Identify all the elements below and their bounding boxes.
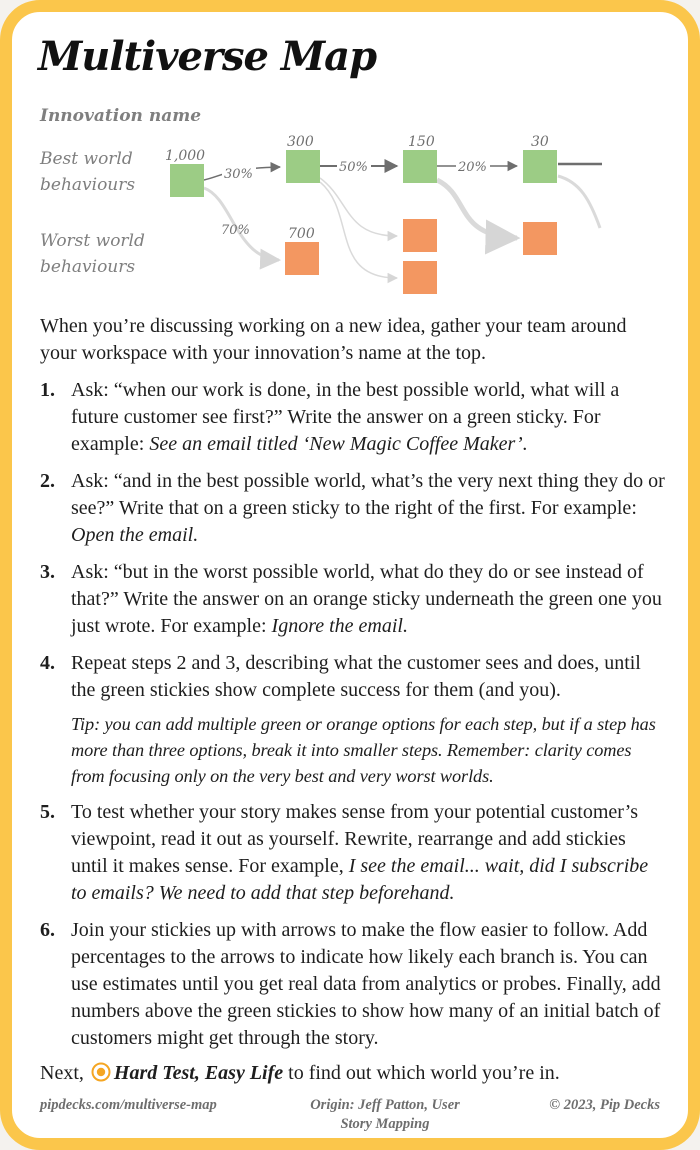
step-text: Join your stickies up with arrows to make the flow easier to follow. Add percentages to the arrows to indicate how likely each branch is. You can use estimates until you get real data from analytics or probes. Finally, add numbers above the green stickies to show how many of an initial batch of customers might get through the story. xyxy=(71,919,661,1049)
steps-list xyxy=(40,377,665,1052)
count-label-30: 30 xyxy=(531,134,549,150)
step-4 xyxy=(40,650,665,789)
count-label-300: 300 xyxy=(287,134,314,150)
innovation-name-label: Innovation name xyxy=(40,106,202,126)
step-text: Ask: “when our work is done, in the best possible world, what will a future customer see first?” Write the answer on a green sticky. For example: xyxy=(71,379,620,455)
worst-world-label-line2: behaviours xyxy=(40,257,136,277)
footer-url[interactable]: pipdecks.com/multiverse-map xyxy=(40,1097,217,1113)
branch-arrow-4 xyxy=(437,180,517,238)
step-example: Open the email. xyxy=(71,524,199,546)
step-text: Repeat steps 2 and 3, describing what the customer sees and does, until the green stickies show complete success for them (and you). xyxy=(71,652,641,701)
count-label-1000: 1,000 xyxy=(165,148,206,164)
intro-paragraph: When you’re discussing working on a new idea, gather your team around your workspace with your innovation’s name at the top. xyxy=(40,315,627,364)
branch-arrow-5 xyxy=(558,176,600,228)
step-6 xyxy=(40,917,665,1052)
step-text: Ask: “and in the best possible world, what’s the very next thing they do or see?” Write that on a green sticky to the right of the first. For example: xyxy=(71,470,665,519)
next-prefix: Next, xyxy=(40,1062,84,1084)
green-sticky-2 xyxy=(286,150,320,183)
step-number: 2. xyxy=(40,470,55,492)
orange-sticky-2 xyxy=(403,219,437,252)
footer-copyright: © 2023, Pip Decks xyxy=(549,1097,660,1113)
step-number: 3. xyxy=(40,561,55,583)
orange-sticky-1 xyxy=(285,242,319,275)
best-world-label-line1: Best world xyxy=(40,149,133,169)
footer-origin: Origin: Jeff Patton, User Story Mapping xyxy=(310,1097,460,1132)
percent-label-20: 20% xyxy=(458,160,487,175)
green-sticky-1 xyxy=(170,164,204,197)
step-example: Ignore the email. xyxy=(271,615,408,637)
worst-world-label-line1: Worst world xyxy=(40,231,145,251)
step-2 xyxy=(40,468,665,549)
step-example: I see the email... wait, did I subscribe to emails? We need to add that step beforehand. xyxy=(71,855,649,904)
green-sticky-3 xyxy=(403,150,437,183)
percent-label-70: 70% xyxy=(221,223,250,238)
percent-label-30: 30% xyxy=(224,167,253,182)
count-label-700: 700 xyxy=(288,226,315,242)
card-link-icon[interactable] xyxy=(91,1062,111,1082)
green-sticky-4 xyxy=(523,150,557,183)
step-example: See an email titled ‘New Magic Coffee Maker’. xyxy=(149,433,528,455)
next-suffix: to find out which world you’re in. xyxy=(283,1062,560,1084)
step-1 xyxy=(40,377,665,458)
multiverse-diagram xyxy=(0,0,700,310)
step-3 xyxy=(40,559,665,640)
step-number: 5. xyxy=(40,801,55,823)
hard-test-easy-life-link[interactable]: Hard Test, Easy Life xyxy=(113,1062,284,1084)
orange-sticky-4 xyxy=(523,222,557,255)
next-line xyxy=(40,1060,665,1087)
orange-sticky-3 xyxy=(403,261,437,294)
branch-arrow-2 xyxy=(320,178,397,236)
best-world-label-line2: behaviours xyxy=(40,175,136,195)
card-body xyxy=(40,313,665,1087)
step-5 xyxy=(40,799,665,907)
step-text: To test whether your story makes sense from your potential customer’s viewpoint, read it out as yourself. Rewrite, rearrange and add stickies until it makes sense. For example, xyxy=(71,801,638,877)
card-title: Multiverse Map xyxy=(38,33,377,80)
step-number: 1. xyxy=(40,379,55,401)
step-number: 6. xyxy=(40,919,55,941)
percent-label-50: 50% xyxy=(339,160,368,175)
step-tip: Tip: you can add multiple green or orange options for each step, but if a step has more than three options, break it into smaller steps. Remember: clarity comes from focusing only on the very best and very worst worlds. xyxy=(71,714,656,786)
step-number: 4. xyxy=(40,652,55,674)
step-text: Ask: “but in the worst possible world, what do they do or see instead of that?” Write the answer on an orange sticky underneath the green one you just wrote. For example: xyxy=(71,561,662,637)
count-label-150: 150 xyxy=(408,134,435,150)
branch-arrow-3 xyxy=(320,182,397,278)
